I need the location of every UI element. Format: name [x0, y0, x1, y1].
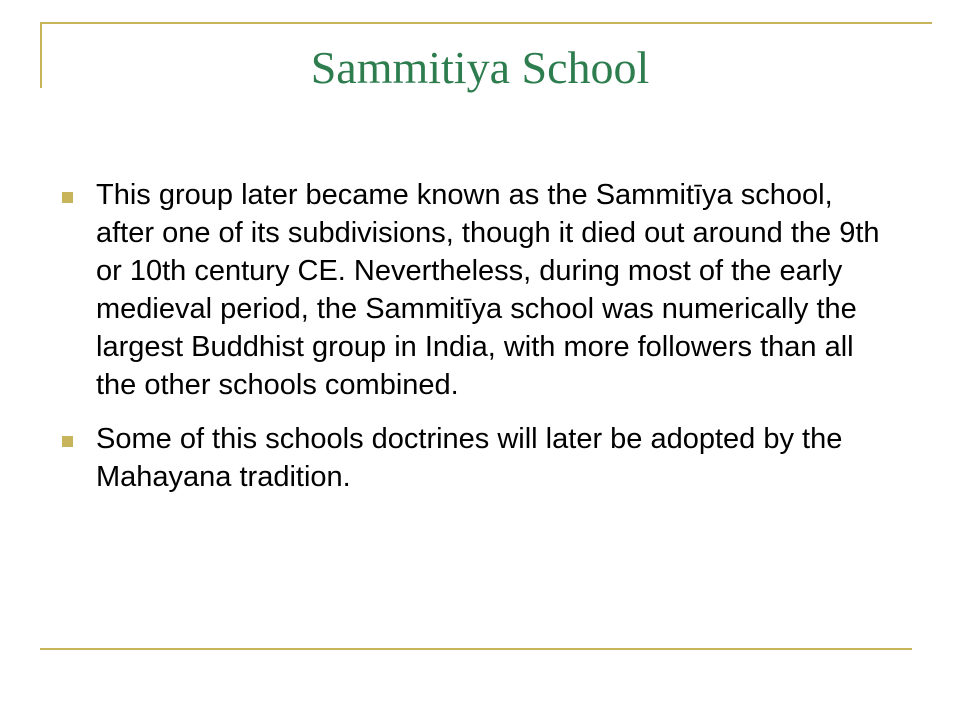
slide-title: Sammitiya School — [310, 42, 650, 93]
frame-top-line — [40, 22, 932, 24]
bullet-list — [62, 176, 912, 512]
bullet-item-2 — [62, 420, 886, 496]
bullet-item-1 — [62, 176, 886, 404]
square-bullet-icon — [62, 436, 73, 447]
bullet-text-1: This group later became known as the Sammitīya school, after one of its subdivisions, though it died out around the 9th or 10th century CE. Nevertheless, during most of the early medieval period, the Sammitīya school was numerically the largest Buddhist group in India, with more followers than all the other schools combined. — [96, 179, 880, 401]
frame-bottom-line — [40, 648, 912, 650]
square-bullet-icon — [62, 192, 73, 203]
bullet-text-2: Some of this schools doctrines will later be adopted by the Mahayana tradition. — [96, 423, 843, 493]
